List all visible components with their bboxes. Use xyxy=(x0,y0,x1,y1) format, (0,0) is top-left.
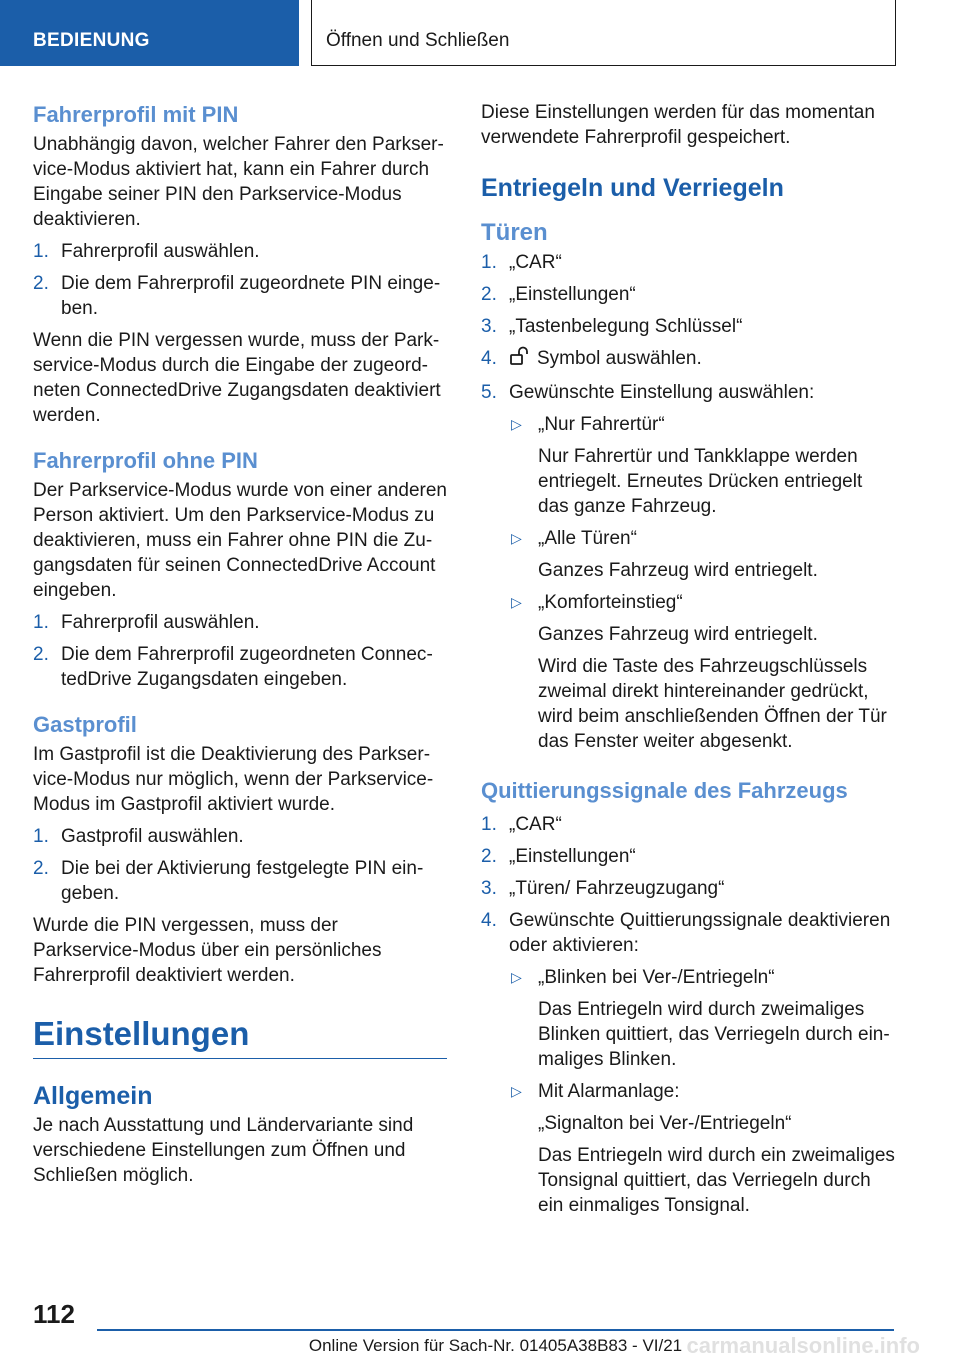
option-label: „Blinken bei Ver-/Entriegeln“ xyxy=(538,967,775,988)
chapter-heading-einstellungen: Einstellungen xyxy=(33,1014,447,1059)
list-item xyxy=(33,824,447,849)
step-number: 2. xyxy=(481,284,497,305)
step-text: Fahrerprofil auswählen. xyxy=(61,241,260,262)
step-number: 1. xyxy=(481,252,497,273)
step-number: 5. xyxy=(481,382,497,403)
step-text: Gewünschte Quittierungssignale deaktivieren oder aktivieren: xyxy=(509,910,891,956)
list-item xyxy=(481,282,897,307)
option-list xyxy=(509,412,897,754)
heading-gastprofil: Gastprofil xyxy=(33,712,137,737)
list-item xyxy=(509,412,897,519)
step-text: Die dem Fahrerprofil zugeordnete PIN eingeben. xyxy=(61,273,441,319)
triangle-bullet-icon: ▷ xyxy=(511,530,522,546)
left-column xyxy=(33,100,447,1188)
option-description: Nur Fahrertür und Tankklappe werden entriegelt. Erneutes Drücken entriegelt das ganze Fahrzeug. xyxy=(538,446,863,517)
list-item xyxy=(33,271,447,321)
paragraph: Unabhängig davon, welcher Fahrer den Parkservice-Modus aktiviert hat, kann ein Fahrer durch Eingabe seiner PIN den Parkservice-Modus deaktivieren. xyxy=(33,134,444,230)
list-item xyxy=(481,908,897,1218)
heading-fahrerprofil-mit-pin: Fahrerprofil mit PIN xyxy=(33,102,239,127)
unlock-icon xyxy=(509,346,531,373)
step-number: 2. xyxy=(33,644,49,665)
list-item xyxy=(481,812,897,837)
list-item xyxy=(481,844,897,869)
step-number: 1. xyxy=(33,826,49,847)
list-item xyxy=(509,590,897,754)
step-number: 2. xyxy=(33,858,49,879)
step-text: „Einstellungen“ xyxy=(509,846,636,867)
list-item xyxy=(481,250,897,275)
step-text: Die dem Fahrerprofil zugeordneten ConnectedDrive Zugangsdaten eingeben. xyxy=(61,644,433,690)
list-item xyxy=(481,314,897,339)
step-list xyxy=(481,250,897,754)
list-item xyxy=(33,856,447,906)
paragraph: Je nach Ausstattung und Ländervariante sind verschiedene Einstellungen zum Öffnen und Schließen möglich. xyxy=(33,1115,414,1186)
option-label: „Alle Türen“ xyxy=(538,528,637,549)
heading-entriegeln-verriegeln: Entriegeln und Verriegeln xyxy=(481,174,784,202)
list-item xyxy=(33,610,447,635)
paragraph: Der Parkservice-Modus wurde von einer anderen Person aktiviert. Um den Parkservice-Modus zu deaktivieren, muss ein Fahrer ohne PIN die Zugangsdaten für seinen ConnectedDrive Account eingeben. xyxy=(33,480,447,601)
option-description: „Signalton bei Ver-/Entriegeln“ xyxy=(538,1113,792,1134)
paragraph: Im Gastprofil ist die Deaktivierung des Parkservice-Modus nur möglich, wenn der Parkservice-Modus im Gastprofil aktiviert wurde. xyxy=(33,744,434,815)
option-label: „Nur Fahrertür“ xyxy=(538,414,665,435)
option-list xyxy=(509,965,897,1218)
step-number: 3. xyxy=(481,316,497,337)
list-item xyxy=(509,965,897,1072)
heading-quittierungssignale: Quittierungssignale des Fahrzeugs xyxy=(481,778,848,803)
page-number: 112 xyxy=(33,1299,75,1329)
step-text: „Türen/ Fahrzeugzugang“ xyxy=(509,878,725,899)
step-list xyxy=(33,610,447,692)
option-label: „Komforteinstieg“ xyxy=(538,592,683,613)
step-text: „CAR“ xyxy=(509,252,562,273)
triangle-bullet-icon: ▷ xyxy=(511,416,522,432)
step-number: 1. xyxy=(33,612,49,633)
list-item xyxy=(481,346,897,373)
step-text: Gastprofil auswählen. xyxy=(61,826,244,847)
section-tab: BEDIENUNG xyxy=(0,0,299,66)
option-description: Ganzes Fahrzeug wird entriegelt. xyxy=(538,624,818,645)
paragraph: Wurde die PIN vergessen, muss der Parkservice-Modus über ein persönliches Fahrerprofil deaktiviert werden. xyxy=(33,915,382,986)
list-item xyxy=(509,1079,897,1218)
list-item xyxy=(509,526,897,583)
step-text: Die bei der Aktivierung festgelegte PIN eingeben. xyxy=(61,858,424,904)
step-text: Fahrerprofil auswählen. xyxy=(61,612,260,633)
step-number: 3. xyxy=(481,878,497,899)
triangle-bullet-icon: ▷ xyxy=(511,969,522,985)
step-text: „Tastenbelegung Schlüssel“ xyxy=(509,316,743,337)
step-text: „Einstellungen“ xyxy=(509,284,636,305)
option-description: Ganzes Fahrzeug wird entriegelt. xyxy=(538,560,818,581)
list-item xyxy=(481,380,897,754)
list-item xyxy=(33,239,447,264)
step-text: Symbol auswählen. xyxy=(537,348,702,369)
step-number: 2. xyxy=(33,273,49,294)
footer-divider xyxy=(97,1329,894,1331)
list-item xyxy=(33,642,447,692)
step-number: 2. xyxy=(481,846,497,867)
step-list xyxy=(33,824,447,906)
list-item xyxy=(481,876,897,901)
option-description: Das Entriegeln wird durch zweimaliges Blinken quittiert, das Verriegeln durch einmaliges Blinken. xyxy=(538,999,890,1070)
watermark: carmanualsonline.info xyxy=(686,1333,920,1358)
chapter-title: Öffnen und Schließen xyxy=(311,0,896,66)
triangle-bullet-icon: ▷ xyxy=(511,594,522,610)
step-number: 4. xyxy=(481,348,497,369)
step-list xyxy=(33,239,447,321)
paragraph: Wenn die PIN vergessen wurde, muss der Parkservice-Modus durch die Eingabe der zugeordneten ConnectedDrive Zugangsdaten deaktiviert werden. xyxy=(33,330,441,426)
step-text: Gewünschte Einstellung auswählen: xyxy=(509,382,815,403)
heading-allgemein: Allgemein xyxy=(33,1082,153,1110)
paragraph: Diese Einstellungen werden für das momentan verwendete Fahrerprofil gespeichert. xyxy=(481,102,875,148)
right-column xyxy=(481,100,897,1218)
step-text: „CAR“ xyxy=(509,814,562,835)
option-description: Wird die Taste des Fahrzeugschlüssels zweimal direkt hintereinander gedrückt, wird beim anschließenden Öffnen der Tür das Fenster weiter abgesenkt. xyxy=(538,656,887,752)
option-label: Mit Alarmanlage: xyxy=(538,1081,680,1102)
step-number: 4. xyxy=(481,910,497,931)
option-description: Das Entriegeln wird durch ein zweimaliges Tonsignal quittiert, das Verriegeln durch ein einmaliges Tonsignal. xyxy=(538,1145,895,1216)
footer-text: Online Version für Sach-Nr. 01405A38B83 - VI/21 xyxy=(308,1336,683,1355)
triangle-bullet-icon: ▷ xyxy=(511,1083,522,1099)
heading-tueren: Türen xyxy=(481,219,548,246)
step-number: 1. xyxy=(33,241,49,262)
step-number: 1. xyxy=(481,814,497,835)
heading-fahrerprofil-ohne-pin: Fahrerprofil ohne PIN xyxy=(33,448,258,473)
step-list xyxy=(481,812,897,1218)
